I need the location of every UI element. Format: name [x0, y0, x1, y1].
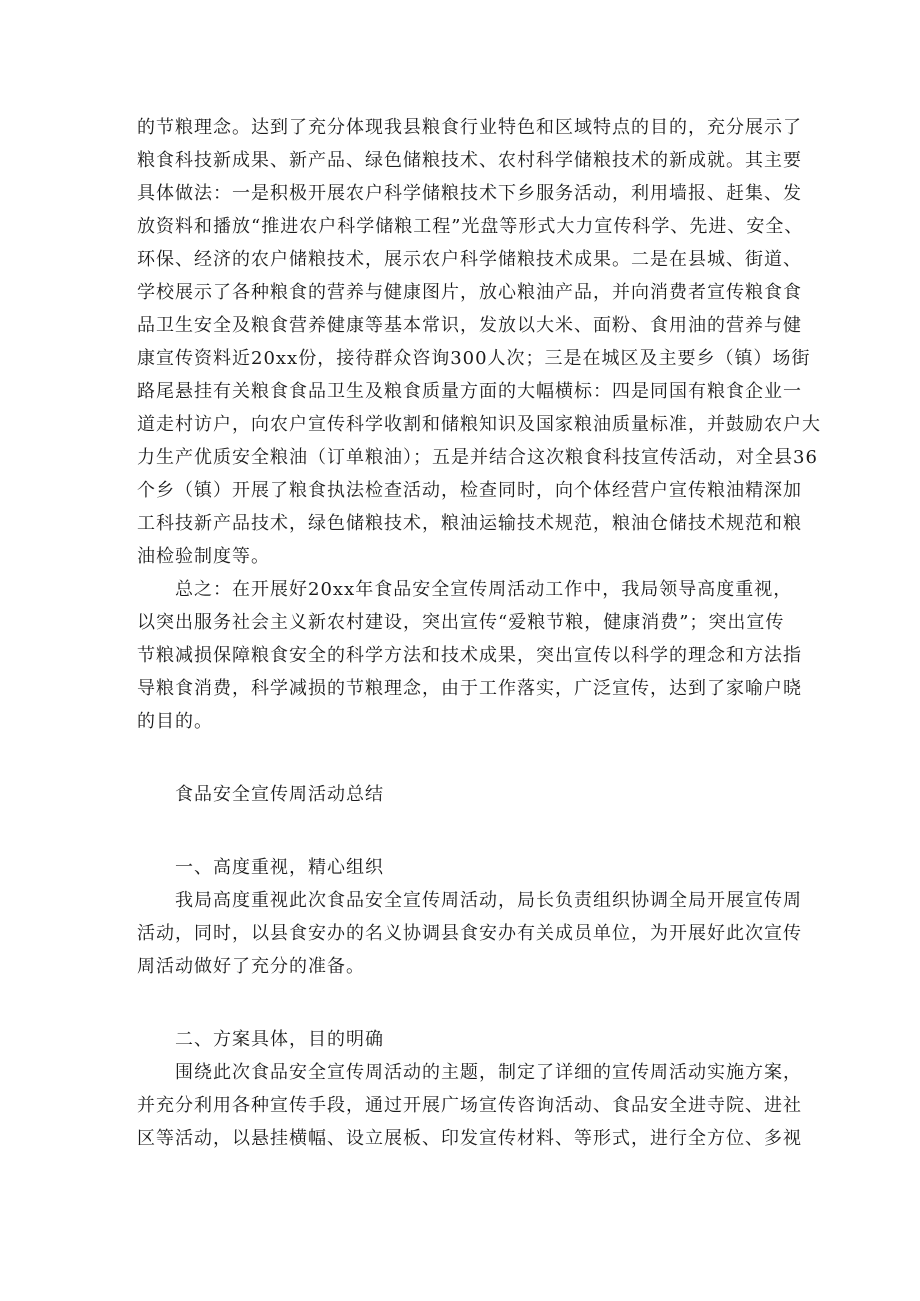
text-line: 以突出服务社会主义新农村建设，突出宣传“爱粮节粮，健康消费”；突出宣传	[137, 612, 785, 633]
text-line: 节粮减损保障粮食安全的科学方法和技术成果，突出宣传以科学的理念和方法指	[137, 645, 802, 666]
text-line: 工科技新产品技术，绿色储粮技术，粮油运输技术规范，粮油仓储技术规范和粮	[137, 513, 802, 534]
text-line: 路尾悬挂有关粮食食品卫生及粮食质量方面的大幅横标：四是同国有粮食企业一	[137, 381, 802, 402]
text-line: 区等活动，以悬挂横幅、设立展板、印发宣传材料、等形式，进行全方位、多视	[137, 1128, 802, 1149]
text-line: 的节粮理念。达到了充分体现我县粮食行业特色和区域特点的目的，充分展示了	[137, 117, 802, 138]
text-line: 导粮食消费，科学减损的节粮理念，由于工作落实，广泛宣传，达到了家喻户晓	[137, 678, 802, 699]
text-line: 我局高度重视此次食品安全宣传周活动，局长负责组织协调全局开展宣传周	[175, 890, 802, 911]
text-line: 具体做法：一是积极开展农户科学储粮技术下乡服务活动，利用墙报、赶集、发	[137, 183, 802, 204]
text-line: 康宣传资料近20xx份，接待群众咨询300人次；三是在城区及主要乡（镇）场街	[137, 348, 811, 369]
document-title: 食品安全宣传周活动总结	[175, 784, 384, 805]
text-line: 油检验制度等。	[137, 546, 270, 567]
text-line: 总之：在开展好20xx年食品安全宣传周活动工作中，我局领导高度重视，	[175, 579, 793, 600]
text-line: 并充分利用各种宣传手段，通过开展广场宣传咨询活动、食品安全进寺院、进社	[137, 1095, 802, 1116]
text-line: 活动，同时，以县食安办的名义协调县食安办有关成员单位，为开展好此次宣传	[137, 923, 802, 944]
text-line: 放资料和播放“推进农户科学储粮工程”光盘等形式大力宣传科学、先进、安全、	[137, 216, 804, 237]
text-line: 的目的。	[137, 711, 213, 732]
text-line: 品卫生安全及粮食营养健康等基本常识，发放以大米、面粉、食用油的营养与健	[137, 315, 802, 336]
text-line: 环保、经济的农户储粮技术，展示农户科学储粮技术成果。二是在县城、街道、	[137, 249, 802, 270]
text-line: 围绕此次食品安全宣传周活动的主题，制定了详细的宣传周活动实施方案，	[175, 1062, 802, 1083]
text-line: 粮食科技新成果、新产品、绿色储粮技术、农村科学储粮技术的新成就。其主要	[137, 150, 802, 171]
text-line: 个乡（镇）开展了粮食执法检查活动，检查同时，向个体经营户宣传粮油精深加	[137, 480, 802, 501]
text-line: 道走村访户，向农户宣传科学收割和储粮知识及国家粮油质量标准，并鼓励农户大	[137, 414, 821, 435]
text-line: 周活动做好了充分的准备。	[137, 956, 365, 977]
text-line: 学校展示了各种粮食的营养与健康图片，放心粮油产品，并向消费者宣传粮食食	[137, 282, 802, 303]
section-heading: 二、方案具体，目的明确	[175, 1029, 384, 1050]
text-line: 力生产优质安全粮油（订单粮油）；五是并结合这次粮食科技宣传活动，对全县36	[137, 447, 818, 468]
section-heading: 一、高度重视，精心组织	[175, 857, 384, 878]
